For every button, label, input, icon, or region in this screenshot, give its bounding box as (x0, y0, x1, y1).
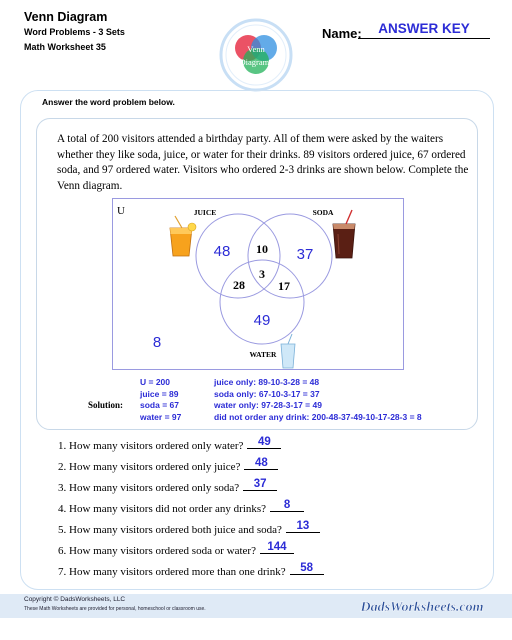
problem-text: A total of 200 visitors attended a birthday party. All of them were asked by the waiters whether they like soda, juice, or water for their drinks. 89 visitors ordered juice, 67 ordered soda, and 97 ordered water. Visitors who ordered 2-3 drinks are shown below. Complete the Venn diagram. (57, 133, 469, 192)
worksheet-header (24, 10, 125, 55)
answer-field: 8 (270, 499, 304, 512)
answer-key-field: ANSWER KEY (358, 21, 490, 39)
solution-line: juice = 89 (140, 388, 179, 399)
question-text: 1. How many visitors ordered only water? (58, 440, 244, 452)
none-value: 8 (152, 334, 162, 351)
question-text: 7. How many visitors ordered more than one drink? (58, 566, 286, 578)
all-three-value: 3 (259, 267, 265, 281)
question-3 (58, 478, 277, 495)
juice-soda-value: 10 (256, 242, 268, 256)
solution-line: juice only: 89-10-3-28 = 48 (214, 377, 320, 387)
question-text: 4. How many visitors did not order any drinks? (58, 503, 267, 515)
question-5 (58, 520, 320, 537)
water-set-label: WATER (249, 350, 277, 359)
answer-field: 58 (290, 562, 324, 575)
question-text: 6. How many visitors ordered soda or water? (58, 545, 256, 557)
instruction-text: Answer the word problem below. (42, 97, 175, 107)
water-only-value: 49 (253, 312, 271, 329)
worksheet-title: Venn Diagram (24, 10, 108, 24)
question-text: 2. How many visitors ordered only juice? (58, 461, 241, 473)
question-text: 5. How many visitors ordered both juice and soda? (58, 524, 282, 536)
solution-label: Solution: (88, 400, 124, 410)
question-6 (58, 541, 294, 558)
solution-steps (214, 377, 422, 423)
worksheet-subtitle: Word Problems - 3 Sets (24, 27, 125, 37)
logo-text-diagrams: Diagrams (239, 57, 273, 67)
solution-line: water = 97 (140, 411, 182, 422)
water-glass-icon (281, 334, 295, 368)
question-text: 3. How many visitors ordered only soda? (58, 482, 240, 494)
juice-only-value: 48 (213, 243, 231, 260)
juice-glass-icon (170, 216, 196, 256)
answer-field: 49 (247, 436, 281, 449)
answer-field: 144 (260, 541, 294, 554)
question-1 (58, 436, 281, 453)
soda-glass-icon (333, 210, 355, 258)
venn-diagram (112, 198, 404, 370)
solution-line: soda only: 67-10-3-17 = 37 (214, 388, 320, 399)
brand-text: DadsWorksheets.com (360, 600, 484, 615)
solution-line: soda = 67 (140, 400, 179, 411)
venn-diagrams-logo (219, 18, 293, 92)
juice-set-label: JUICE (193, 208, 217, 217)
solution-totals (140, 377, 181, 423)
answer-field: 13 (286, 520, 320, 533)
answer-field: 48 (244, 457, 278, 470)
solution-line: water only: 97-28-3-17 = 49 (214, 400, 322, 411)
question-4 (58, 499, 304, 516)
soda-only-value: 37 (296, 246, 314, 263)
answer-field: 37 (243, 478, 277, 491)
soda-water-value: 17 (278, 279, 290, 293)
logo-text-venn: Venn (247, 44, 265, 54)
question-2 (58, 457, 278, 474)
solution-line: U = 200 (140, 377, 171, 387)
soda-circle (248, 214, 332, 298)
solution-line: did not order any drink: 200-48-37-49-10-17-28-3 = 8 (214, 411, 422, 422)
worksheet-number: Math Worksheet 35 (24, 42, 106, 52)
copyright-text: Copyright © DadsWorksheets, LLC (24, 596, 126, 603)
soda-set-label: SODA (312, 208, 334, 217)
usage-notice: These Math Worksheets are provided for personal, homeschool or classroom use. (24, 606, 206, 612)
dadsworksheets-logo (352, 593, 492, 619)
juice-water-value: 28 (233, 278, 245, 292)
universe-label: U (117, 205, 125, 217)
name-label: Name: (322, 26, 362, 41)
question-7 (58, 562, 324, 579)
